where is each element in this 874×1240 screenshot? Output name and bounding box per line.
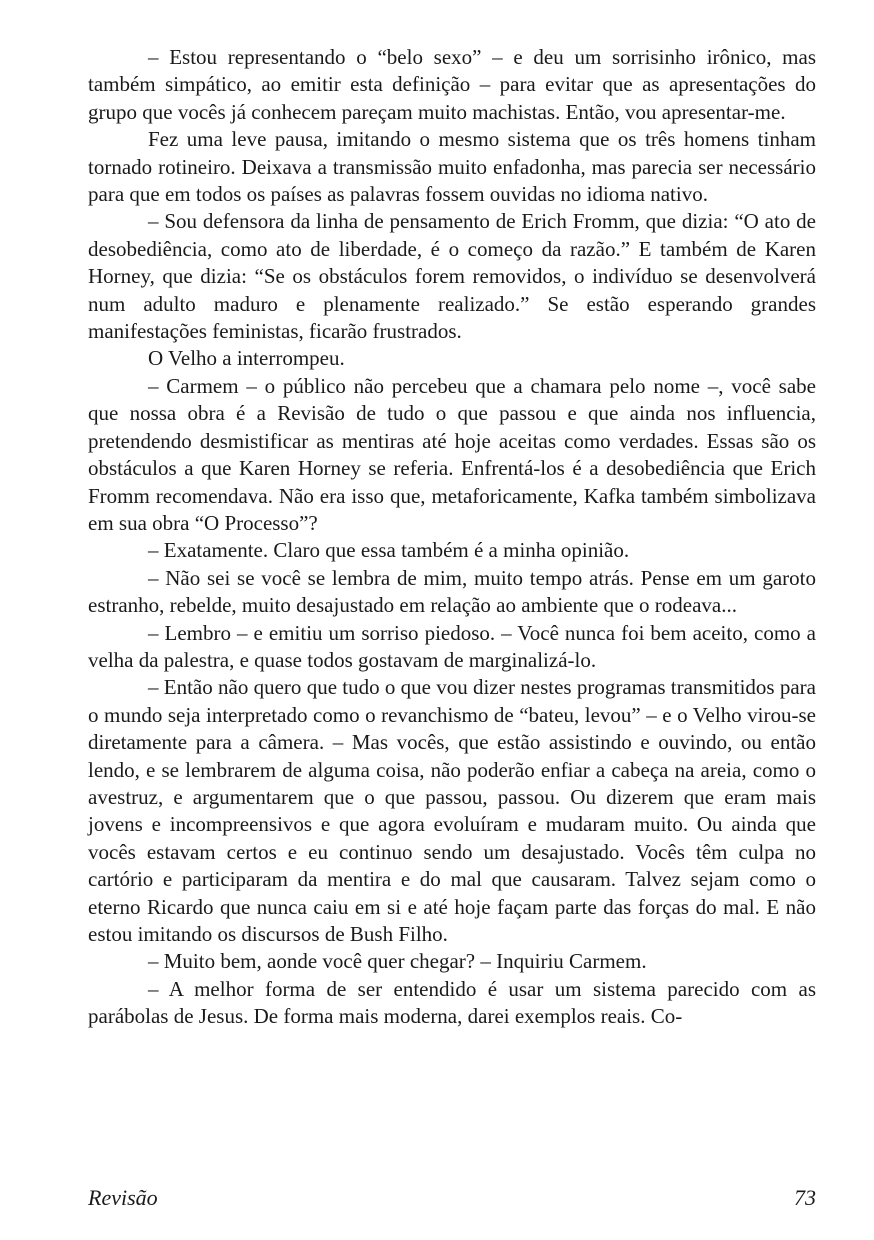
page-number: 73 xyxy=(794,1185,816,1210)
paragraph: – A melhor forma de ser entendido é usar um sistema parecido com as parábolas de Jesus. De forma mais moderna, darei exemplos reais. Co- xyxy=(88,976,816,1029)
running-title: Revisão xyxy=(88,1185,158,1210)
paragraph: – Sou defensora da linha de pensamento de Erich Fromm, que dizia: “O ato de desobediência, como ato de liberdade, é o começo da razão.” E também de Karen Horney, que dizia: “Se os obstáculos forem removidos, o indivíduo se desenvolverá num adulto maduro e plenamente realizado.” Se estão esperando grandes manifestações feministas, ficarão frustrados. xyxy=(88,209,816,344)
paragraph: – Não sei se você se lembra de mim, muito tempo atrás. Pense em um garoto estranho, rebelde, muito desajustado em relação ao ambiente que o rodeava... xyxy=(88,565,816,618)
paragraph: – Estou representando o “belo sexo” – e deu um sorrisinho irônico, mas também simpático, ao emitir esta definição – para evitar que as apresentações do grupo que vocês já conhecem pareçam muito machistas. Então, vou apresentar-me. xyxy=(88,45,816,124)
body-text xyxy=(88,44,816,1031)
paragraph: – Exatamente. Claro que essa também é a minha opinião. xyxy=(148,538,630,563)
paragraph: – Muito bem, aonde você quer chegar? – Inquiriu Carmem. xyxy=(148,949,647,974)
paragraph: Fez uma leve pausa, imitando o mesmo sistema que os três homens tinham tornado rotineiro. Deixava a transmissão muito enfadonha, mas parecia ser necessário para que em todos os países as palavras fossem ouvidas no idioma nativo. xyxy=(88,127,816,207)
page-footer xyxy=(88,1185,816,1211)
paragraph: O Velho a interrompeu. xyxy=(148,346,345,371)
paragraph: – Então não quero que tudo o que vou dizer nestes programas transmitidos para o mundo seja interpretado como o revanchismo de “bateu, levou” – e o Velho virou-se diretamente para a câmera. – Mas vocês, que estão assistindo e ouvindo, ou então lendo, e se lembrarem de alguma coisa, não poderão enfiar a cabeça na areia, como o avestruz, e argumentarem que o que passou, passou. Ou dizerem que eram mais jovens e incompreensivos e que agora evoluíram e mudaram muito. Ou ainda que vocês estavam certos e eu continuo sendo um desajustado. Vocês têm culpa no cartório e participaram da mentira e do mal que causaram. Talvez sejam como o eterno Ricardo que nunca caiu em si e até hoje façam parte das forças do mal. E não estou imitando os discursos de Bush Filho. xyxy=(88,675,816,946)
paragraph: – Lembro – e emitiu um sorriso piedoso. – Você nunca foi bem aceito, como a velha da palestra, e quase todos gostavam de marginalizá-lo. xyxy=(88,620,816,672)
paragraph: – Carmem – o público não percebeu que a chamara pelo nome –, você sabe que nossa obra é a Revisão de tudo o que passou e que ainda nos influencia, pretendendo desmistificar as mentiras até hoje aceitas como verdades. Essas são os obstáculos a que Karen Horney se referia. Enfrentá-los é a desobediência que Erich Fromm recomendava. Não era isso que, metaforicamente, Kafka também simbolizava em sua obra “O Processo”? xyxy=(88,373,816,535)
